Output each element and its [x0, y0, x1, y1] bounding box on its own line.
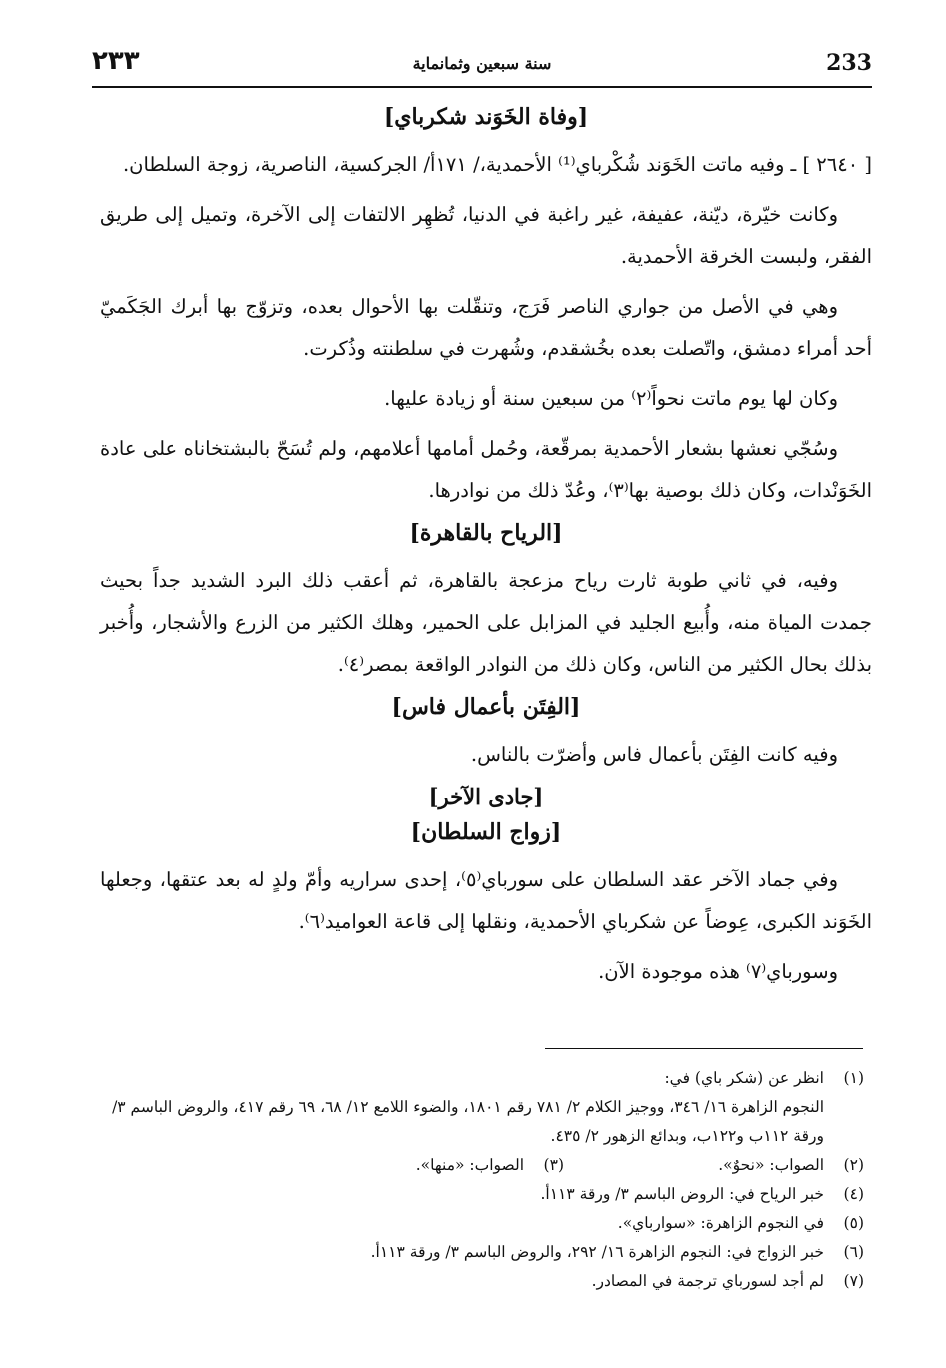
footnote-number: (٥) — [843, 1214, 864, 1232]
paragraph: وكانت خيّرة، ديّنة، عفيفة، غير راغبة في الدنيا، تُظهِر الالتفات إلى الآخرة، وتميل إلى طريق الفقر، ولبست الخرقة الأحمدية. — [100, 203, 872, 268]
paragraph: وهي في الأصل من جواري الناصر فَرَج، وتنقّلت بها الأحوال بعده، وتزوّج بها أبرك الجَكَميّ أحد أمراء دمشق، واتّصلت بعده بخُشقدم، وشُهرت في سلطنته وذُكرت. — [100, 295, 872, 360]
footnote — [92, 1064, 864, 1093]
footnotes — [92, 1064, 864, 1296]
footnote-text: في النجوم الزاهرة: «سوارباي». — [617, 1214, 824, 1232]
paragraph: وسورباي⁽٧⁾ هذه موجودة الآن. — [598, 960, 838, 983]
paragraph: وفي جماد الآخر عقد السلطان على سورباي⁽٥⁾، إحدى سراريه وأمّ ولدٍ له بعد عتقها، وجعلها الخَوَند الكبرى، عِوضاً عن شكرباي الأحمدية، ونقلها إلى قاعة العواميد⁽٦⁾. — [100, 868, 872, 933]
section-title: [الفِتَن بأعمال فاس] — [391, 694, 581, 720]
footnote-text: خبر الرياح في: الروض الباسم ٣/ ورقة ١١٣أ. — [540, 1185, 824, 1203]
paragraph: وفيه، في ثاني طوبة ثارت رياح مزعجة بالقاهرة، ثم أعقب ذلك البرد الشديد جداً بحيث جمدت المياة منه، وأُبيع الجليد في المزابل على الحمير، وهلك الكثير من الزرع والأشجار، وأُخبر بذلك بحال الكثير من الناس، وكان ذلك من النوادر الواقعة بمصر⁽٤⁾. — [100, 569, 872, 676]
paragraph: وسُجّي نعشها بشعار الأحمدية بمرقّعة، وحُمل أمامها أعلامهم، ولم تُسَحّ بالبشتخاناه على عادة الخَوَنْدات، وكان ذلك بوصية بها⁽٣⁾، وعُدّ ذلك من نوادرها. — [100, 437, 872, 502]
footnote-text: لم أجد لسورباي ترجمة في المصادر. — [591, 1272, 824, 1290]
footnote-text: الصواب: «نحوٌ». — [718, 1156, 824, 1174]
footnote-text: الصواب: «منها». — [415, 1156, 524, 1174]
footnote-number: (٤) — [843, 1185, 864, 1203]
footnote-separator — [545, 1048, 863, 1049]
footnote-continuation: النجوم الزاهرة ١٦/ ٣٤٦، ووجيز الكلام ٢/ ٧٨١ رقم ١٨٠١، والضوء اللامع ١٢/ ٦٨، ٦٩ رقم ٤١٧، والروض الباسم ٣/ ورقة ١١٢ب و١٢٢ب، وبدائع الزهور ٢/ ٤٣٥. — [112, 1098, 824, 1145]
footnote — [92, 1180, 864, 1209]
month-heading: [جادى الآخر] — [428, 784, 544, 809]
footnote-text: خبر الزواج في: النجوم الزاهرة ١٦/ ٢٩٢، والروض الباسم ٣/ ورقة ١١٣أ. — [370, 1243, 824, 1261]
footnote-number: (٧) — [843, 1272, 864, 1290]
footnote-number: (٣) — [543, 1156, 564, 1174]
section-title: [الرياح بالقاهرة] — [409, 520, 563, 546]
footnote-number: (٦) — [843, 1243, 864, 1261]
footnote — [92, 1209, 864, 1238]
paragraph: وفيه كانت الفِتَن بأعمال فاس وأضرّت بالناس. — [470, 743, 838, 766]
footnote-number: (٢) — [843, 1156, 864, 1174]
paragraph: وكان لها يوم ماتت نحواً⁽٢⁾ من سبعين سنة أو زيادة عليها. — [384, 387, 838, 410]
page-number-arabic: ٢٣٣ — [92, 46, 140, 76]
footnote-pair — [92, 1151, 864, 1180]
page-number-latin: 233 — [826, 50, 872, 76]
section-title: [وفاة الخَوَند شكرباي] — [383, 104, 589, 130]
section-title: [زواج السلطان] — [410, 819, 562, 845]
main-text — [100, 104, 872, 1001]
paragraph: [ ٢٦٤٠ ] ـ وفيه ماتت الخَوَند شُكْرباي⁽¹⁾ الأحمدية،/ ١٧١أ/ الجركسية، الناصرية، زوجة السلطان. — [122, 153, 872, 176]
running-title: سنة سبعين وثمانماية — [412, 54, 552, 73]
footnote-text: انظر عن (شكر باي) في: — [664, 1069, 824, 1087]
footnote — [92, 1267, 864, 1296]
footnote — [92, 1238, 864, 1267]
page-header — [92, 40, 872, 88]
footnote-number: (١) — [843, 1069, 864, 1087]
